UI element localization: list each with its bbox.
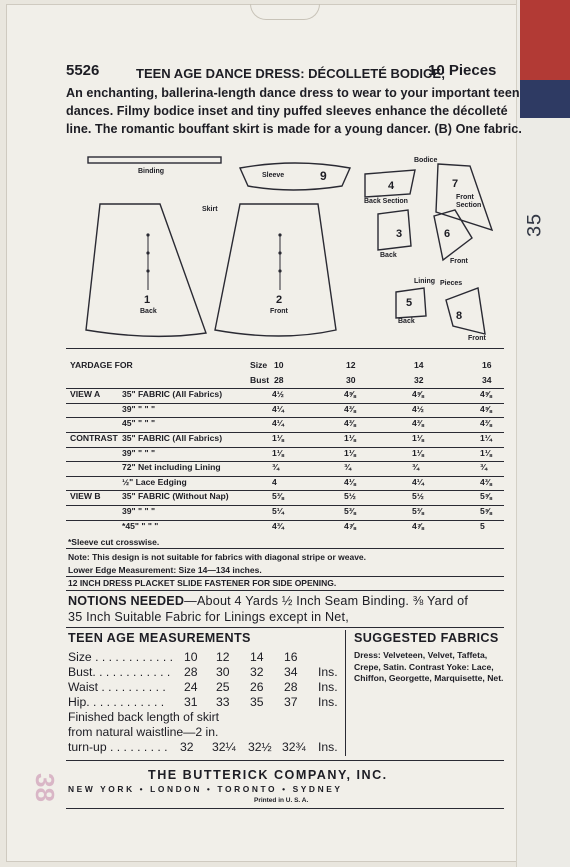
yardage-value: 1⅛: [412, 432, 424, 443]
yardage-value: ¾: [412, 462, 420, 473]
finished-length-text: from natural waistline—2 in.: [68, 725, 219, 739]
yardage-value: 4⅝: [344, 389, 356, 400]
measurement-value: 35: [250, 695, 264, 709]
bust-value: 34: [482, 374, 492, 385]
measurement-value: 25: [216, 680, 230, 694]
bodice-front-label: Front: [450, 258, 468, 265]
measurement-value: 10: [184, 650, 198, 664]
yardage-value: 1⅛: [480, 447, 492, 458]
size-value: 16: [482, 360, 492, 370]
fastener-rule-top: [66, 576, 504, 577]
sleeve-note: *Sleeve cut crosswise.: [68, 537, 160, 547]
column-divider: [345, 630, 346, 756]
yardage-value: 5⅝: [480, 505, 492, 516]
bust-value: 28: [274, 374, 284, 385]
yardage-value: 5½: [344, 491, 356, 502]
turnup-unit: Ins.: [318, 740, 338, 754]
bust-label: Bust: [250, 374, 270, 385]
yardage-fabric: 35" FABRIC (Without Nap): [122, 491, 229, 502]
notions-text: —About 4 Yards ½ Inch Seam Binding. ⅜ Yard of: [184, 594, 469, 608]
measurement-value: 24: [184, 680, 198, 694]
pattern-title: TEEN AGE DANCE DRESS: DÉCOLLETÉ BODICE;: [136, 66, 446, 81]
yardage-row: [66, 404, 504, 419]
yardage-fabric: 39" " " ": [122, 505, 156, 516]
front-section-label: Front Section: [456, 194, 482, 209]
yardage-fabric: *45" " " ": [122, 520, 159, 531]
suggested-fabrics-title: SUGGESTED FABRICS: [354, 631, 499, 645]
yardage-fabric: 39" " " ": [122, 447, 156, 458]
lining-front-number: 8: [456, 310, 463, 322]
yardage-table: [66, 360, 504, 535]
side-tab-red-band: [520, 0, 570, 80]
yardage-fabric: 35" FABRIC (All Fabrics): [122, 432, 223, 443]
yardage-value: ¾: [344, 462, 352, 473]
yardage-value: 5: [480, 520, 485, 531]
suggested-fabrics-text: Dress: Velveteen, Velvet, Taffeta, Crepe, Satin. Contrast Yoke: Lace, Chiffon, Georgette, Marquisette, Net.: [354, 650, 504, 684]
measurement-unit: Ins.: [318, 680, 338, 694]
bodice-front-number: 6: [444, 228, 451, 240]
footer-rule-top: [66, 760, 504, 761]
yardage-value: 1¼: [480, 432, 492, 443]
measurement-value: 30: [216, 665, 230, 679]
skirt-label: Skirt: [202, 206, 218, 213]
lining-front-piece: [446, 288, 485, 334]
yardage-value: 1⅛: [344, 447, 356, 458]
yardage-value: 4⅝: [480, 403, 492, 414]
notions-label: NOTIONS NEEDED: [68, 594, 185, 608]
yardage-fabric: 45" " " ": [122, 418, 156, 429]
skirt-front-piece: [215, 204, 336, 336]
yardage-value: 5⅜: [272, 491, 284, 502]
yardage-value: ¾: [272, 462, 280, 473]
yardage-row: [66, 418, 504, 433]
size-value: 10: [274, 360, 284, 370]
yardage-row: [66, 448, 504, 463]
yardage-top-rule: [66, 348, 504, 349]
measurement-value: 14: [250, 650, 264, 664]
city: LONDON: [150, 784, 202, 794]
yardage-value: 5¼: [272, 505, 284, 516]
yardage-value: 4⅜: [480, 418, 492, 429]
measurement-unit: Ins.: [318, 665, 338, 679]
measurement-label: Size . . . . . . . . . . . .: [68, 650, 173, 664]
yardage-value: 5½: [412, 491, 424, 502]
turnup-value: 32¾: [282, 740, 306, 754]
lining-label: Lining: [414, 278, 435, 285]
yardage-group: CONTRAST: [70, 432, 118, 443]
yardage-value: 4⅜: [344, 418, 356, 429]
measurement-label: Bust. . . . . . . . . . . .: [68, 665, 171, 679]
yardage-size-row: [66, 360, 504, 375]
yardage-value: 4⅞: [344, 520, 356, 531]
measurements-title: TEEN AGE MEASUREMENTS: [68, 631, 251, 645]
size-value: 12: [346, 360, 356, 370]
yardage-value: 4¼: [272, 403, 284, 414]
measurement-value: 26: [250, 680, 264, 694]
measurement-value: 31: [184, 695, 198, 709]
measurement-value: 28: [184, 665, 198, 679]
yardage-fabric: 72" Net including Lining: [122, 462, 221, 473]
yardage-value: 4⅞: [412, 520, 424, 531]
lining-pieces-label: Pieces: [440, 280, 463, 287]
notions-text-2: 35 Inch Suitable Fabric for Linings except in Net,: [68, 610, 349, 624]
yardage-value: 5⅝: [480, 491, 492, 502]
pattern-description: An enchanting, ballerina-length dance dress to wear to your important teen dances. Filmy bodice inset and tiny puffed sleeves enhance the décolleté line. The romantic bouffant skirt is made for a young dancer. (B) One fabric.: [66, 86, 522, 136]
yardage-row: [66, 521, 504, 536]
notions: [68, 594, 468, 608]
sleeve-label: Sleeve: [262, 172, 285, 179]
footer-rule-bottom: [66, 808, 504, 809]
bust-value: 32: [414, 374, 424, 385]
measurement-value: 37: [284, 695, 298, 709]
lining-back-label: Back: [398, 318, 415, 325]
measurement-value: 33: [216, 695, 230, 709]
side-tab-size: 35: [524, 213, 548, 238]
pattern-number: 5526: [66, 62, 100, 79]
turnup-value: 32: [180, 740, 194, 754]
yardage-group: VIEW A: [70, 389, 101, 400]
yardage-value: ¾: [480, 462, 488, 473]
lining-back-number: 5: [406, 297, 413, 309]
piece-count: 10 Pieces: [428, 62, 497, 79]
yardage-value: 4½: [272, 389, 284, 400]
size-label: Size: [250, 360, 268, 370]
envelope-flap: [250, 4, 320, 20]
measurement-label: Hip. . . . . . . . . . . .: [68, 695, 165, 709]
yardage-row: [66, 462, 504, 477]
company-cities: NEW YORK • LONDON • TORONTO • SYDNEY: [68, 784, 343, 794]
bust-value: 30: [346, 374, 356, 385]
city: TORONTO: [217, 784, 278, 794]
yardage-row: [66, 506, 504, 521]
turnup-value: 32¼: [212, 740, 236, 754]
yardage-row: [66, 389, 504, 404]
yardage-value: 4⅜: [344, 403, 356, 414]
measurement-unit: Ins.: [318, 695, 338, 709]
yardage-value: 4½: [412, 403, 424, 414]
yardage-value: 4⅜: [412, 418, 424, 429]
yardage-value: 1⅛: [272, 447, 284, 458]
sleeve-number: 9: [320, 169, 327, 183]
yardage-fabric: 35" FABRIC (All Fabrics): [122, 389, 223, 400]
yardage-bust-row: [66, 375, 504, 390]
yardage-value: 1⅛: [272, 432, 284, 443]
bodice-back-piece: [378, 210, 411, 250]
sleeve-piece: [240, 163, 350, 190]
bodice-label: Bodice: [414, 157, 438, 164]
fastener-rule-bottom: [66, 590, 504, 591]
turnup-label: turn-up . . . . . . . . .: [68, 740, 168, 754]
size-value: 14: [414, 360, 424, 370]
yardage-row: [66, 477, 504, 492]
measurement-value: 16: [284, 650, 298, 664]
lower-edge-note: Lower Edge Measurement: Size 14—134 inches.: [68, 565, 262, 575]
yardage-value: 4⅝: [480, 389, 492, 400]
bodice-back-section-label: Back Section: [364, 198, 408, 205]
yardage-fabric: 39" " " ": [122, 403, 156, 414]
yardage-value: 4⅝: [412, 389, 424, 400]
printed-in: Printed in U. S. A.: [254, 797, 309, 804]
measurement-value: 12: [216, 650, 230, 664]
turnup-value: 32½: [248, 740, 272, 754]
fastener-note: 12 INCH DRESS PLACKET SLIDE FASTENER FOR SIDE OPENING.: [68, 578, 337, 588]
yardage-value: 4⅛: [344, 476, 356, 487]
yardage-value: 1⅛: [344, 432, 356, 443]
hand-number-stamp: 38: [29, 773, 60, 802]
yardage-group: VIEW B: [70, 491, 101, 502]
yardage-row: [66, 491, 504, 506]
notes-rule: [66, 548, 504, 549]
skirt-back-piece: [86, 204, 206, 336]
binding-piece: [88, 157, 221, 163]
measurement-label: Waist . . . . . . . . . .: [68, 680, 166, 694]
yardage-value: 1⅛: [412, 447, 424, 458]
skirt-front-label: Front: [270, 308, 288, 315]
bodice-back-label: Back: [380, 252, 397, 259]
measurement-value: 34: [284, 665, 298, 679]
notions-rule: [66, 627, 504, 628]
yardage-value: 4: [272, 476, 277, 487]
yardage-for-label: YARDAGE FOR: [70, 360, 133, 370]
measurement-value: 28: [284, 680, 298, 694]
skirt-back-label: Back: [140, 308, 157, 315]
skirt-front-number: 2: [276, 294, 283, 306]
skirt-back-number: 1: [144, 294, 151, 306]
lining-front-label: Front: [468, 335, 486, 342]
yardage-value: 5⅜: [344, 505, 356, 516]
city: NEW YORK: [68, 784, 135, 794]
finished-length-text: Finished back length of skirt: [68, 710, 220, 724]
front-section-number: 7: [452, 178, 459, 190]
city: SYDNEY: [292, 784, 343, 794]
yardage-value: 4⅜: [480, 476, 492, 487]
pattern-pieces-diagram: [60, 150, 510, 350]
yardage-value: 5⅜: [412, 505, 424, 516]
yardage-value: 4¾: [272, 520, 284, 531]
company-name: THE BUTTERICK COMPANY, INC.: [148, 768, 388, 782]
bodice-back-number: 3: [396, 228, 403, 240]
bodice-back-section-number: 4: [388, 180, 395, 192]
yardage-value: 4¼: [272, 418, 284, 429]
fabric-note: Note: This design is not suitable for fabrics with diagonal stripe or weave.: [68, 552, 367, 562]
yardage-fabric: ½" Lace Edging: [122, 476, 187, 487]
binding-label: Binding: [138, 168, 165, 175]
measurement-value: 32: [250, 665, 264, 679]
yardage-value: 4¼: [412, 476, 424, 487]
yardage-row: [66, 433, 504, 448]
